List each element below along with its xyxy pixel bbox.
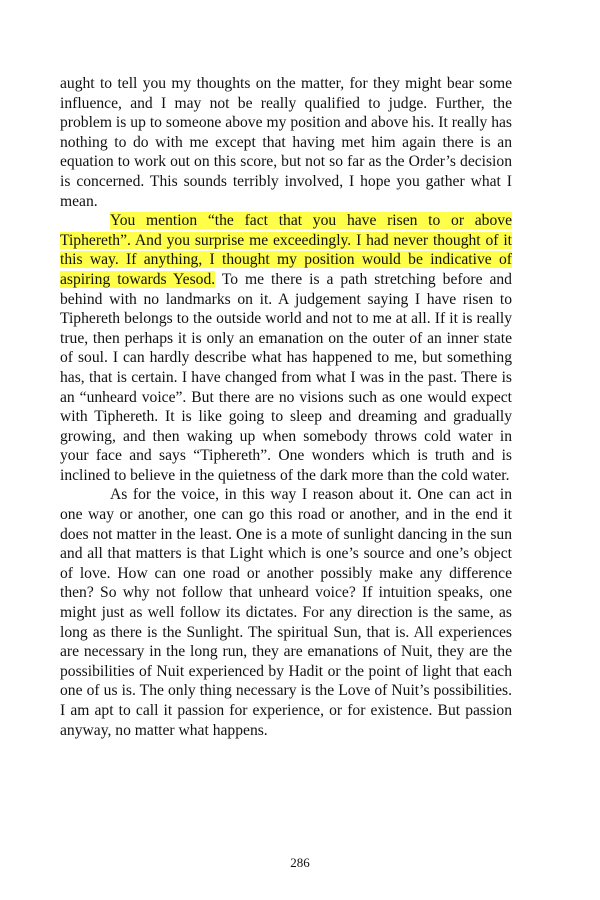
paragraph-3: As for the voice, in this way I reason about it. One can act in one way or another, one can go this road or another, and in the end it does not matter in the least. One is a mote of sunlight dancing in the sun and all that matters is that Light which is one’s source and one’s object of love. How can one road or another possibly make any difference then? So why not follow that unheard voice? If intuition speaks, one might just as well follow its dictates. For any direction is the same, as long as there is the Sunlight. The spiritual Sun, that is. All experiences are necessary in the long run, they are emanations of Nuit, they are the possibilities of Nuit experienced by Hadit or the point of light that each one of us is. The only thing necessary is the Love of Nuit’s possibilities. I am apt to call it passion for experience, or for existence. But passion anyway, no matter what happens. — [60, 486, 512, 739]
body-text — [60, 74, 512, 740]
page-content — [60, 74, 512, 854]
paragraph-2-continuation: To me there is a path stretching before and behind with no landmarks on it. A judgement saying I have risen to Tiphereth belongs to the outside world and not to me at all. If it is really true, then perhaps it is only an emanation on the outer of an inner state of soul. I can hardly describe what has happened to me, but something has, that is certain. I have changed from what I was in the past. There is an “unheard voice”. But there are no visions such as one would expect with Tiphereth. It is like going to sleep and dreaming and gradually growing, and then waking up when somebody throws cold water in your face and says “Tiphereth”. One wonders which is truth and is inclined to believe in the quietness of the dark more than the cold water. — [60, 270, 512, 484]
paragraph-2 — [60, 211, 512, 485]
page-number: 286 — [290, 855, 310, 870]
paragraph-1: aught to tell you my thoughts on the matter, for they might bear some influence, and I may not be really qualified to judge. Further, the problem is up to someone above my position and above his. It really has nothing to do with me except that having met him again there is an equation to work out on this score, but not so far as the Order’s decision is concerned. This sounds terribly involved, I hope you gather what I mean. — [60, 75, 512, 210]
highlighted-passage: You mention “the fact that you have risen to or above Tiphereth”. And you surprise me exceedingly. I had never thought of it this way. If anything, I thought my position would be indicative of aspiring towards Yesod. — [60, 212, 512, 288]
